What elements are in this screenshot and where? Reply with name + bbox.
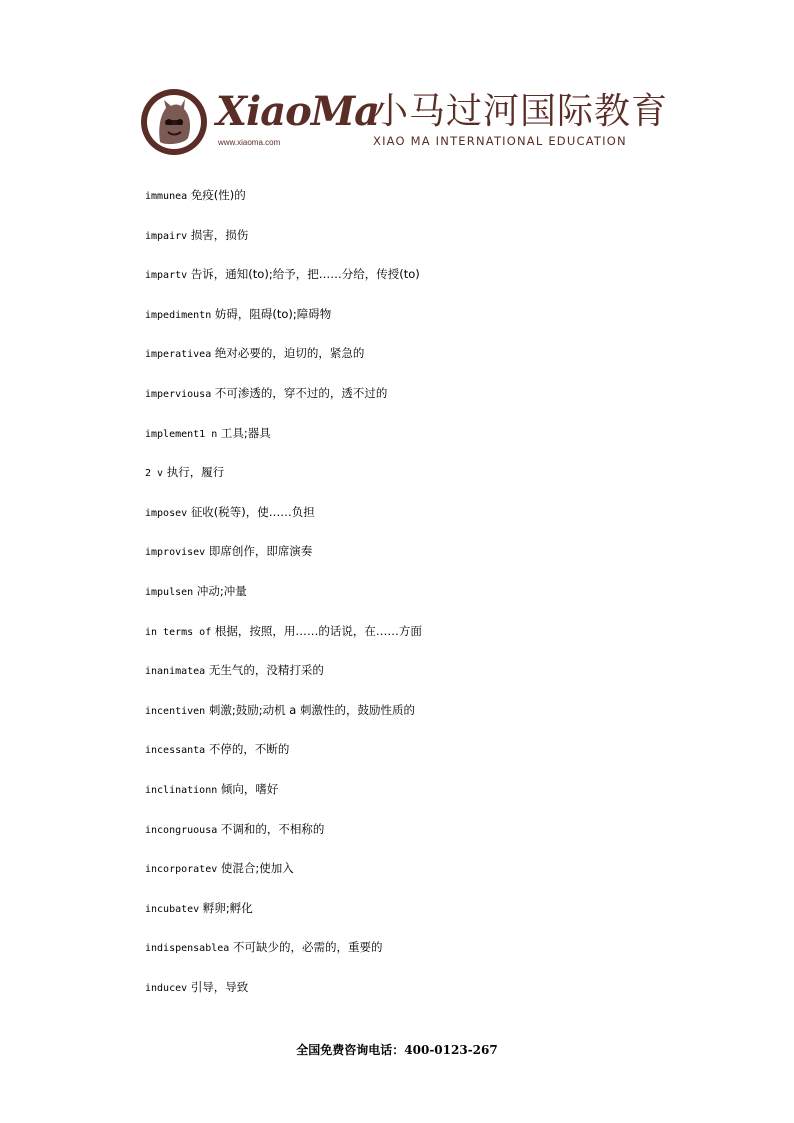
logo-wordmark: XiaoMa <box>216 88 380 135</box>
entry-definition: 使混合;使加入 <box>220 861 294 876</box>
vocabulary-list <box>145 186 705 1017</box>
vocabulary-entry <box>145 820 705 860</box>
entry-definition: 征收(税等)，使……负担 <box>190 504 315 519</box>
entry-definition: 损害，损伤 <box>190 227 249 242</box>
entry-definition: 免疫(性)的 <box>190 188 246 202</box>
vocabulary-entry <box>145 186 705 226</box>
entry-word: inclinationn <box>145 784 218 796</box>
entry-word: incongruousa <box>145 824 218 836</box>
entry-word: incessanta <box>145 745 206 757</box>
entry-definition: 引导，导致 <box>190 979 249 994</box>
vocabulary-entry <box>145 978 705 1018</box>
vocabulary-entry <box>145 503 705 543</box>
entry-word: imperviousa <box>145 388 212 400</box>
vocabulary-entry <box>145 938 705 978</box>
vocabulary-entry <box>145 344 705 384</box>
entry-word: indispensablea <box>145 943 230 955</box>
entry-definition: 工具;器具 <box>220 425 271 440</box>
brand-name-chinese: 小马过河国际教育 <box>372 91 669 132</box>
entry-word: incentiven <box>145 705 206 717</box>
entry-definition: 告诉，通知(to);给予，把……分给，传授(to) <box>190 267 420 282</box>
entry-word: immunea <box>145 191 188 202</box>
entry-definition: 无生气的，没精打采的 <box>208 663 324 678</box>
entry-word: incorporatev <box>145 864 218 876</box>
vocabulary-entry <box>145 661 705 701</box>
entry-definition: 不调和的，不相称的 <box>220 821 325 836</box>
logo-url: www.xiaoma.com <box>218 138 281 147</box>
horse-mascot-icon <box>140 88 208 156</box>
vocabulary-entry <box>145 424 705 464</box>
vocabulary-entry <box>145 859 705 899</box>
entry-definition: 执行，履行 <box>166 465 225 480</box>
brand-logo <box>140 88 669 160</box>
entry-word: impulsen <box>145 586 194 598</box>
entry-definition: 绝对必要的，迫切的，紧急的 <box>214 346 365 361</box>
entry-word: inanimatea <box>145 666 206 678</box>
hotline-footer: 全国免费咨询电话：400-0123-267 <box>296 1043 498 1057</box>
vocabulary-entry <box>145 780 705 820</box>
entry-word: inducev <box>145 982 188 994</box>
vocabulary-entry <box>145 701 705 741</box>
entry-definition: 倾向，嗜好 <box>220 781 279 796</box>
entry-word: impairv <box>145 230 188 242</box>
entry-word: 2 v <box>145 468 164 480</box>
entry-definition: 妨碍，阻碍(to);障碍物 <box>214 306 332 321</box>
entry-definition: 不可渗透的，穿不过的，透不过的 <box>214 385 388 400</box>
entry-definition: 不可缺少的，必需的，重要的 <box>232 940 383 955</box>
vocabulary-entry <box>145 384 705 424</box>
entry-definition: 冲动;冲量 <box>196 583 247 598</box>
entry-definition: 不停的，不断的 <box>208 742 290 757</box>
entry-word: imposev <box>145 507 188 519</box>
vocabulary-entry <box>145 899 705 939</box>
entry-word: impartv <box>145 270 188 282</box>
entry-word: implement1 n <box>145 428 218 440</box>
vocabulary-entry <box>145 582 705 622</box>
vocabulary-entry <box>145 226 705 266</box>
vocabulary-entry <box>145 265 705 305</box>
entry-word: imperativea <box>145 349 212 361</box>
entry-definition: 刺激;鼓励;动机 a 刺激性的，鼓励性质的 <box>208 702 415 717</box>
vocabulary-entry <box>145 463 705 503</box>
entry-word: incubatev <box>145 903 200 915</box>
vocabulary-entry <box>145 305 705 345</box>
entry-word: impedimentn <box>145 309 212 321</box>
vocabulary-entry <box>145 622 705 662</box>
entry-word: improvisev <box>145 547 206 559</box>
entry-definition: 孵卵;孵化 <box>202 900 253 915</box>
brand-name-english: XIAO MA INTERNATIONAL EDUCATION <box>373 134 627 148</box>
entry-definition: 根据，按照，用……的话说，在……方面 <box>214 623 422 638</box>
entry-word: in terms of <box>145 626 212 638</box>
entry-definition: 即席创作，即席演奏 <box>208 544 313 559</box>
vocabulary-entry <box>145 740 705 780</box>
vocabulary-entry <box>145 542 705 582</box>
